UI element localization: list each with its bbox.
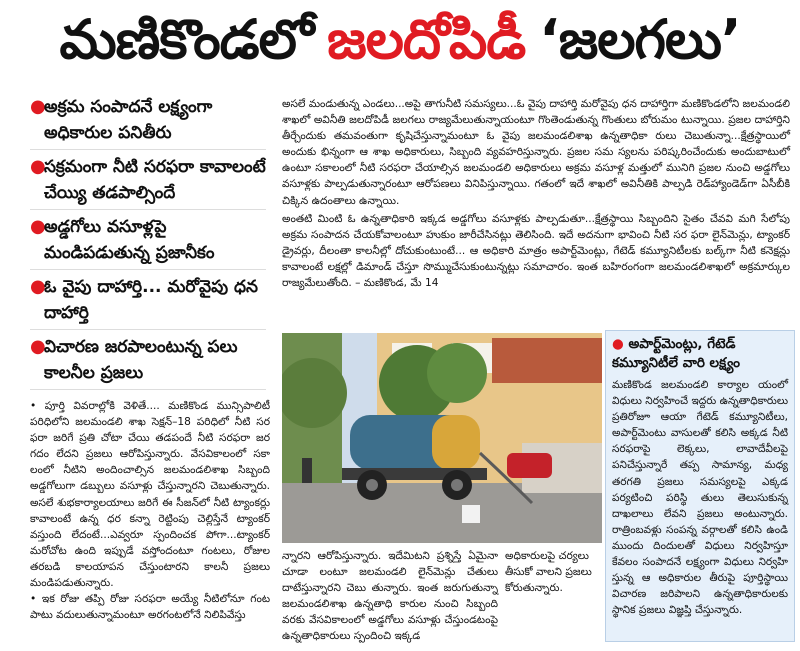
left-column-text [30, 398, 270, 623]
bullet-dot-icon: ● [30, 156, 46, 177]
box-dot-icon: ● [612, 336, 629, 352]
bullet-dot-icon: ● [30, 336, 46, 357]
paragraph: • ఇక రోజు తప్పి రోజు సరఫరా అయ్యే నీటిలోనూ గంట పాటు వదులుతున్నామంటూ అరగంటలోనే నిలిపివేస్తు [30, 593, 270, 622]
bullet-text: అడ్డగోలు వసూళ్లపై మండిపడుతున్న ప్రజానీకం [44, 217, 215, 263]
bullet-item [30, 214, 266, 270]
bullet-dot-icon: ● [30, 216, 46, 237]
headline-part-3: ‘జలగలు’ [539, 7, 741, 71]
paragraph: అంతటి మింటి ఓ ఉన్నతాధికారి ఇక్కడ అడ్డగోలు వసూళ్లకు పాల్పడుతూ...క్షేత్రస్థాయి సిబ్బందిని సైతం చేవవి మగి సేలోపు అక్రమ సంపాదన చేయకోవాలంటూ హుకుం జారీచేసినట్లు తెలిసింది. ఇదే అదనుగా భావించి నీటి సర ఫరా లైన్‌మెన్లు, ట్యాంకర్ డ్రైవర్లు, దీలంతా కాలనీల్లో దోచుకుంటుంటే... ఆ అధికారి మాత్రం అపార్ట్‌మెంట్లు, గేటెడ్ కమ్యూనిటీలకు బల్క్‌గా నీటి కనెక్షన్లు కావాలంటే లక్షల్లో డిమాండ్ చేస్తూ సొమ్ముచేసుకుంటున్నట్లు సమాచారం. ఇంత బహిరంగంగా జలమండలిశాఖలో అక్రమార్కుల రాజ్యమేలుతోంది. – మణికొండ, మే 14 [282, 212, 790, 290]
bullet-dot-icon: ● [30, 96, 46, 117]
headline [0, 0, 800, 92]
box-heading-text: అపార్ట్‌మెంట్లు, గేటెడ్ కమ్యూనిటీలే వారి లక్ష్యం [612, 336, 741, 371]
paragraph: అసలే మండుతున్న ఎండలు...అపై తాగునీటి సమస్యలు...ఓ వైపు దాహార్తి మరోవైపు ధన దాహార్తిగా మణికొండలోని జలమండలి శాఖలో అవినీతి జలదోపిడీ జలగలు రాజ్యమేలుతున్నాయంటూ గొంతెండుతున్న గొంతులు బోరుమం టున్నాయి. ప్రజల దాహార్తిని తీర్చేందుకు తమవంతుగా కృషిచేస్తున్నామంటూ ఓ వైపు జలమండలిశాఖ ఉన్నతాధికా రులు చెబుతున్నా...క్షేత్రస్థాయిలో అందుకు భిన్నంగా ఆ శాఖ అధికారులు, సిబ్బంది వ్యవహరిస్తున్నారు. ప్రజల సమ స్యలను పరిష్కరించేందుకు అందుబాటులో ఉంటూ సకాలంలో నీటి సరఫరా చేయాల్సిన జలమండలి అధికారులు అక్రమ వసూళ్ల మత్తులో మునిగి ప్రజల నుంచి అడ్డగోలు వసూళ్లకు పాల్పడుతున్నారంటూ ఆరోపణలు వినిపిస్తున్నాయి. గతంలో ఇదే శాఖలో అవినీతికి పాల్పడి రెడ్‌హ్యాండెడ్‌గా ఏసీబీకి చిక్కిన ఉదంతాలు ఉన్నాయి. [282, 98, 790, 207]
bullet-dot-icon: ● [30, 276, 46, 297]
bullet-item [30, 334, 266, 390]
bullet-text: అక్రమ సంపాదనే లక్ష్యంగా అధికారుల పనితీరు [44, 97, 213, 143]
bullet-text: సక్రమంగా నీటి సరఫరా కావాలంటే చేయ్యి తడపాల్సిందే [44, 157, 266, 203]
photo-side-text: అధికారులపై చర్యలు తీసుకో వాలని ప్రజలు కోరుతున్నారు. [505, 550, 592, 595]
headline-part-2: జలదోపిడీ [327, 7, 526, 71]
headline-part-1: మణికొండలో [59, 7, 314, 71]
bullet-list [30, 94, 266, 394]
water-tanker-photo [282, 333, 602, 543]
bullet-text: ఓ వైపు దాహార్తి... మరోవైపు ధన దాహార్తి [44, 277, 258, 323]
box-heading [612, 335, 788, 373]
bullet-item [30, 154, 266, 210]
sidebar-box [605, 330, 795, 642]
lead-text [282, 96, 790, 293]
bullet-item [30, 94, 266, 150]
bullet-item [30, 274, 266, 330]
box-text: మణికొండ జలమండలి కార్యాల యంలో విధులు నిర్వహించే ఇద్దరు ఉన్నతాధికారులు ప్రతిరోజూ ఆయా గేటెడ్ కమ్యూనిటీలు, అపార్ట్‌మెంటు వాసులతో కలిసి అక్కడ నీటి సరఫరాపై లెక్కలు, లావాదేవీలపై పనిచేస్తున్నారే తప్ప సామాన్య, మధ్య తరగతి ప్రజలు సమస్యలపై ఎక్కడ పర్యటించి పరిస్థి తులు తెలుసుకున్న దాఖలాలు లేవని ప్రజలు అంటున్నారు. రాత్రింబవళ్లు సంపన్న వర్గాలతో కలిసి ఉండి ముందు దిందులతో విధులు నిర్వహిస్తూ కేవలం సంపాదనే లక్ష్యంగా విధులు నిర్వహి స్తున్న ఆ అధికారుల తీరుపై పూర్తిస్థాయి విచారణ జరిపాలని ఉన్నతాధికారులకు స్థానిక ప్రజలు విజ్ఞప్తి చేస్తున్నారు. [612, 379, 788, 617]
paragraph: • పూర్తి వివరాల్లోకి వెళితే.... మణికొండ మున్సిపాలిటీ పరిధిలోని జలమండలి శాఖ సెక్షన్–18 పరిధిలో నీటి సర ఫరా జరిగే ప్రతి చోటా చేయి తడపందే నీటి సరఫరా జర గదం లేదని ప్రజలు ఆరోపిస్తున్నారు. వేసవికాలంలో సకా లంలో నీటిని అందించాల్సిన జలమండలిశాఖ సిబ్బంది అడ్డగోలుగా డబ్బులు వసూళ్లు చేస్తున్నారని చెబుతున్నారు. అసలే శుభకార్యాలయాలు జరిగే ఈ సీజన్‌లో నీటి ట్యాంకర్లు కావాలంటే ఉన్న ధర కన్నా రెట్టింపు చెల్లిస్తేనే ట్యాంకర్ వస్తుంది లేదంటే...ఎవ్వరూ స్పందించక పోగా...ట్యాంకర్ మరోచోట ఉంది ఇప్పుడే వస్తోందంటూ గంటలు, రోజుల తరబడి కాలయాపన చేస్తుంటారని కాలనీ ప్రజలు మండిపడుతున్నారు. [30, 400, 270, 590]
water-tanker-illustration [282, 333, 602, 543]
bullet-text: విచారణ జరపాలంటున్న పలు కాలనీల ప్రజలు [44, 337, 238, 383]
photo-caption-text: న్నారని ఆరోపిస్తున్నారు. ఇదేమిటని ప్రశ్నిస్తే ఏమైనా చూడా లంటూ జలమండలి లైన్‌మెన్లు చేతులు దాటేస్తున్నారని చెబు తున్నారు. ఇంత జరుగుతున్నా జలమండలిశాఖ ఉన్నతాధి కారుల నుంచి సిబ్బంది వరకు వేసవికాలంలో అడ్డగోలు వసూళ్లు చేస్తుండటంపై ఉన్నతాధికారులు స్పందించి ఇక్కడ [282, 550, 498, 643]
